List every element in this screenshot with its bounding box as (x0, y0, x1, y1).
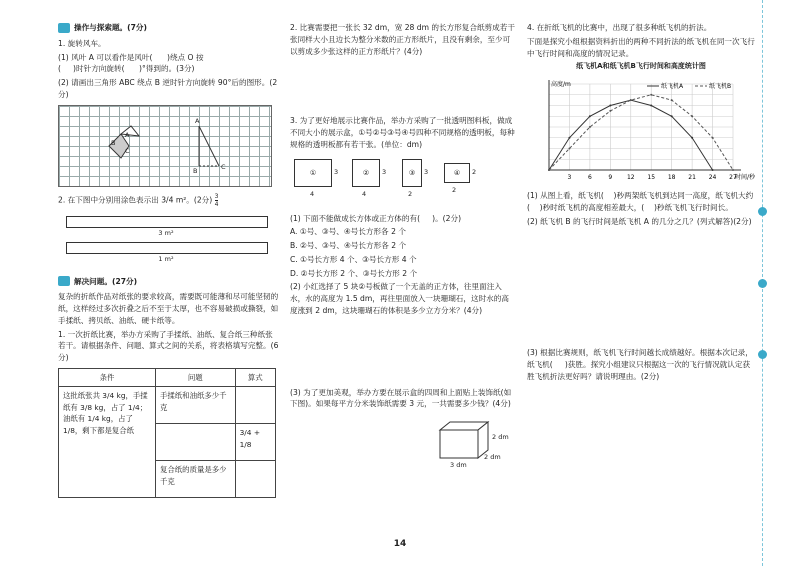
question-4: 4. 在折纸飞机的比赛中，出现了很多种纸飞机的折法。 (527, 23, 712, 32)
chart-data-point (650, 94, 652, 96)
chart-tick-label: 12 (626, 174, 635, 182)
section-icon (58, 276, 70, 286)
table-cell-question: 复合纸的质量是多少千克 (156, 461, 236, 498)
chart-data-point (712, 137, 714, 139)
table-header: 条件 (59, 368, 156, 386)
chart-data-point (609, 105, 611, 107)
page-number: 14 (393, 539, 407, 549)
table-cell-question-blank[interactable] (156, 424, 236, 461)
chart-tick-label: 15 (647, 174, 656, 182)
table-cell-formula-blank[interactable] (235, 461, 275, 498)
table-header: 算式 (235, 368, 275, 386)
question-3-1: (1) 下面不能做成长方体或正方体的有( )。(2分) (290, 213, 462, 223)
question-4-2: (2) 纸飞机 B 的飞行时间是纸飞机 A 的几分之几？(列式解答)(2分) (527, 216, 752, 226)
option-b: B. ②号、③号、④号长方形各 2 个 (290, 241, 407, 251)
intro-text: 复杂的折纸作品对纸张的要求较高，需要既可能薄和尽可能坚韧的纸，这样经过多次折叠之后不至于太厚，也不容易破损或撕裂，如手揉纸、拷贝纸、油纸、硬卡纸等。 (58, 292, 279, 325)
chart-x-label: 时间/秒 (735, 174, 756, 182)
grid-label: B (111, 138, 116, 147)
chart-data-point (589, 126, 591, 128)
chart-data-point (568, 137, 570, 139)
column-right (527, 22, 755, 385)
question-4-1: (1) 从图上看，纸飞机( )秒两架纸飞机到达同一高度，纸飞机大约( )秒时纸飞机的高度相差最大，( )秒纸飞机飞行时间长。 (527, 191, 754, 212)
answer-space[interactable] (527, 229, 755, 347)
panel-shapes: ① 3 4 ② 3 4 ③ 3 2 ④ 2 2 (290, 155, 516, 207)
chart-legend-label: 纸飞机A (661, 83, 684, 91)
table-cell-question: 手揉纸和油纸多少千克 (156, 387, 236, 424)
question-3-2: (2) 小红选择了 5 块②号板做了一个无盖的正方体，往里面注入水，水的高度为 1.5 dm，再往里面放入一块珊瑚石，这时水的高度涨到 2 dm，这块珊瑚石的体积是多少立方分米？(4分) (290, 282, 509, 315)
chart-tick-label: 3 (567, 174, 572, 182)
chart-tick-label: 24 (708, 174, 717, 182)
chart-y-label: 高度/m (551, 81, 571, 89)
question-3-3: (3) 为了更加美观，举办方要在展示盒的四周和上面贴上装饰纸(如下图)。如果每平方分米装饰纸需要 3 元，一共需要多少钱？(4分) (290, 387, 512, 409)
question-1-title: 1. 旋转风车。 (58, 38, 106, 48)
chart-data-point (630, 99, 632, 101)
table-cell-formula: 3/4 + 1/8 (235, 424, 275, 461)
flight-chart (527, 74, 756, 186)
chart-data-point (650, 105, 652, 107)
chart-data-point (548, 169, 550, 171)
binding-dot (758, 207, 767, 216)
chart-data-point (712, 169, 714, 171)
chart-tick-label: 21 (688, 174, 696, 182)
table-header: 问题 (156, 368, 236, 386)
area-label-3: 3 m² (158, 228, 174, 237)
question-3: 3. 为了更好地展示比赛作品，举办方采购了一批透明图料板，做成不同大小的展示盒，①号②号③号④号四种不同规格的透明板，每种规格的透明板都有若干张。(单位：dm) (290, 116, 515, 149)
chart-svg (527, 74, 756, 186)
binding-dot (758, 350, 767, 359)
area-figure[interactable] (58, 212, 280, 270)
fraction: $\frac{3}{4}$ (214, 192, 219, 208)
panel-shape-4: ④ (444, 163, 470, 183)
solve-question-1: 1. 一次折纸比赛，举办方采购了手揉纸、油纸、复合纸三种纸张若干。请根据条件、问题、算式之间的关系，将表格填写完整。(6分) (58, 329, 279, 363)
grid-label: A (195, 116, 200, 125)
chart-data-point (691, 115, 693, 117)
column-left (58, 22, 280, 498)
chart-data-point (568, 148, 570, 150)
chart-tick-label: 9 (608, 174, 613, 182)
grid-label: B (193, 166, 198, 175)
chart-tick-label: 6 (587, 174, 592, 182)
section-icon (58, 23, 70, 33)
grid-label: C (221, 162, 226, 171)
table-cell-formula-blank[interactable] (235, 387, 275, 424)
box-height-label: 2 dm (492, 433, 509, 442)
area-bar-1[interactable] (66, 242, 268, 254)
panel-shape-3: ③ (402, 159, 422, 187)
section-heading-solve: 解决问题。(27分) (58, 276, 280, 288)
question-2-paper: 2. 比赛需要把一张长 32 dm，宽 28 dm 的长方形复合纸剪成若干张同样大小且边长为整分米数的正方形纸片，且没有剩余，至少可以剪成多少张这样的正方形纸片？(4分) (290, 23, 515, 56)
answer-space[interactable] (290, 319, 516, 387)
chart-legend-label: 纸飞机B (709, 83, 732, 91)
cuboid-drawing (290, 416, 516, 468)
box-width-label: 2 dm (484, 453, 501, 462)
panel-shape-1: ① (294, 159, 332, 187)
grid-label: C (125, 146, 130, 155)
area-label-1: 1 m² (158, 254, 174, 263)
option-a: A. ①号、③号、④号长方形各 2 个 (290, 227, 406, 237)
chart-data-point (589, 115, 591, 117)
option-d: D. ②号长方形 2 个、③号长方形 2 个 (290, 268, 418, 278)
display-box-figure (290, 416, 516, 468)
condition-table (58, 368, 276, 498)
question-4-3: (3) 根据比赛规则，纸飞机飞行时间越长成绩越好。根据本次记录，纸飞机( )获胜。探究小组建议只根据这一次的飞行情况就认定获胜飞机折法更好吗？请说明理由。(2分) (527, 348, 753, 381)
chart-title: 纸飞机A和纸飞机B飞行时间和高度统计图 (576, 62, 706, 71)
chart-tick-label: 27 (729, 174, 737, 182)
binding-dot (758, 279, 767, 288)
area-bar-3[interactable] (66, 216, 268, 228)
question-4-intro: 下面是探究小组根据资料折出的两种不同折法的纸飞机在同一次飞行中飞行时间和高度的情况记录。 (527, 36, 755, 58)
rotation-grid[interactable] (58, 105, 272, 187)
chart-data-point (609, 110, 611, 112)
box-length-label: 3 dm (450, 461, 467, 470)
table-cell-condition: 这批纸张共 3/4 kg，手揉纸有 3/8 kg，占了 1/4；油纸有 1/4 kg，占了 1/8，剩下都是复合纸 (59, 387, 156, 498)
chart-data-point (671, 99, 673, 101)
chart-data-point (691, 137, 693, 139)
chart-data-point (732, 169, 734, 171)
question-1-1: (1) 风叶 A 可以看作是风叶( )绕点 O 按 ( )时针方向旋转( )°得到的。(3分) (58, 52, 204, 74)
section-heading-operation: 操作与探索题。(7分) (58, 22, 280, 34)
column-middle (290, 22, 516, 474)
answer-space[interactable] (290, 59, 516, 115)
option-c: C. ①号长方形 4 个、③号长方形 4 个 (290, 254, 417, 264)
chart-tick-label: 18 (667, 174, 676, 182)
question-1-2: (2) 请画出三角形 ABC 绕点 B 逆时针方向旋转 90°后的图形。(2分) (58, 78, 278, 99)
question-2: 2. 在下图中分别用涂色表示出 3/4 m²。(2分) $\frac{3}{4}$ (58, 192, 219, 208)
chart-data-point (671, 115, 673, 117)
grid-label: A (125, 130, 130, 139)
rotation-figures (59, 106, 271, 186)
panel-shape-2: ② (352, 159, 380, 187)
